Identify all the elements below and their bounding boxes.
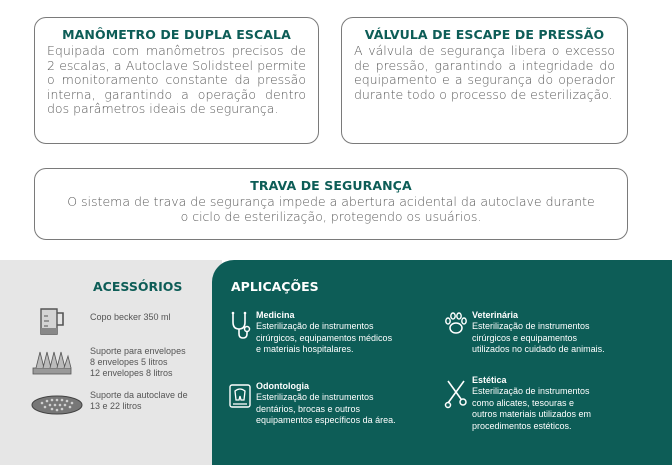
aplicacao-line: Esterilização de instrumentos (256, 321, 374, 331)
aplicacao-head: Medicina (256, 310, 295, 320)
valvula-card (341, 17, 628, 144)
aplicacao-line: como alicates, tesouras e (472, 397, 575, 408)
aplicacoes-panel (212, 260, 672, 465)
aplicacao-line: Esterilização de instrumentos (472, 321, 590, 331)
aplicacao-line: cirúrgicos e equipamentos (472, 332, 578, 343)
perforated-tray-icon (30, 390, 84, 418)
aplicacao-line: outros materiais utilizados em (472, 409, 592, 419)
aplicacao-line: Esterilização de instrumentos (256, 392, 374, 402)
aplicacao-desc (256, 321, 392, 356)
acessorio-line: Copo becker 350 ml (90, 312, 171, 322)
acessorio-line: 12 envelopes 8 litros (90, 368, 173, 378)
dental-chair-icon (228, 381, 252, 411)
stethoscope-icon (228, 310, 252, 340)
acessorio-text (90, 306, 171, 323)
valvula-text: A válvula de segurança libera o excesso de pressão, garantindo a integridade do equipamento e a segurança do operador durante todo o processo de esterilização. (354, 43, 615, 102)
paw-icon (444, 310, 468, 336)
valvula-title: VÁLVULA DE ESCAPE DE PRESSÃO (364, 27, 605, 42)
aplicacoes-title: APLICAÇÕES (231, 279, 319, 294)
aplicacao-head: Veterinária (472, 310, 519, 320)
scissors-icon (444, 375, 468, 409)
aplicacao-line: procedimentos estéticos. (472, 420, 572, 431)
aplicacao-desc (256, 392, 396, 427)
acessorio-line: Suporte da autoclave de (90, 390, 188, 400)
acessorio-text (90, 346, 186, 379)
acessorios-title: ACESSÓRIOS (93, 279, 183, 294)
manometro-text: Equipada com manômetros precisos de 2 escalas, a Autoclave Solidsteel permite o monitoramento constante da pressão interna, garantindo a operação dentro dos parâmetros ideais de segurança. (47, 43, 306, 116)
envelope-rack-icon (30, 346, 74, 376)
acessorio-line: 8 envelopes 5 litros (90, 357, 168, 367)
becker-cup-icon (30, 306, 70, 336)
manometro-card (34, 17, 319, 144)
aplicacao-line: equipamentos específicos da área. (256, 415, 396, 425)
aplicacao-desc (472, 386, 591, 432)
aplicacao-line: dentários, brocas e outros (256, 403, 361, 414)
aplicacao-line: Esterilização de instrumentos (472, 386, 590, 396)
aplicacao-head: Estética (472, 375, 507, 385)
aplicacao-head: Odontologia (256, 381, 309, 391)
acessorio-line: Suporte para envelopes (90, 346, 186, 356)
aplicacao-line: cirúrgicos, equipamentos médicos (256, 332, 393, 343)
bottom-section (0, 260, 672, 465)
aplicacao-line: utilizados no cuidado de animais. (472, 344, 605, 354)
manometro-title: MANÔMETRO DE DUPLA ESCALA (62, 27, 291, 42)
trava-text: O sistema de trava de segurança impede a abertura acidental da autoclave durante o ciclo de esterilização, protegendo os usuários. (67, 194, 595, 224)
trava-title: TRAVA DE SEGURANÇA (250, 178, 412, 193)
trava-card (34, 168, 628, 240)
acessorio-text (90, 390, 188, 412)
acessorios-panel (0, 260, 222, 465)
aplicacao-desc (472, 321, 605, 356)
acessorio-line: 13 e 22 litros (90, 401, 142, 411)
aplicacao-line: e materiais hospitalares. (256, 344, 354, 354)
